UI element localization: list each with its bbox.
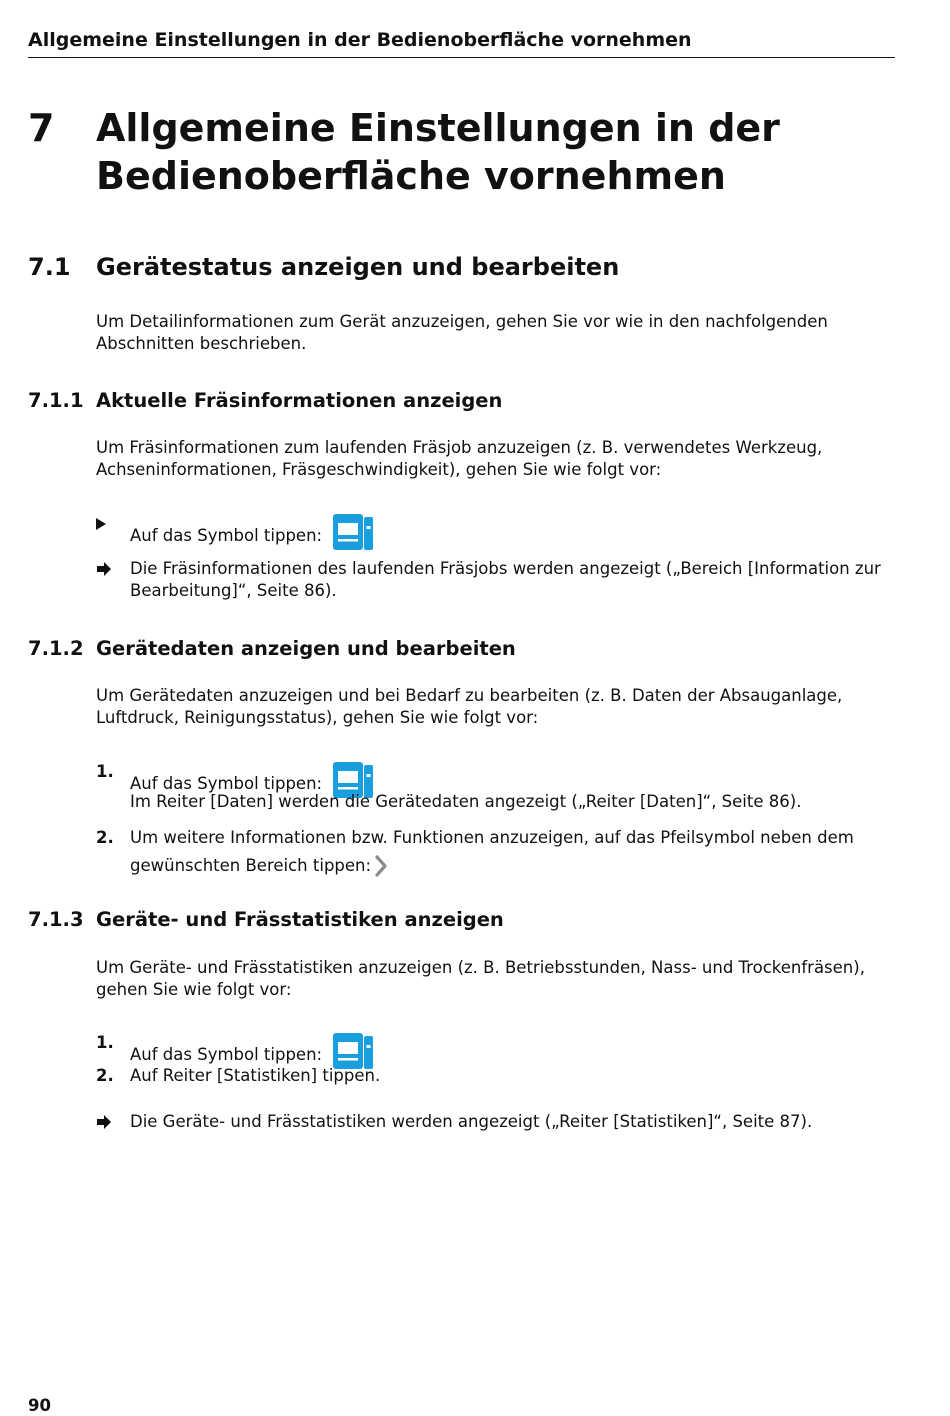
action-step bbox=[96, 513, 896, 551]
result-item bbox=[96, 1111, 896, 1133]
section-number: 7.1.3 bbox=[28, 908, 84, 931]
chevron-right-icon[interactable] bbox=[374, 855, 388, 877]
section-intro-7-1-3: Um Geräte- und Frässtatistiken anzuzeigen (z. B. Betriebsstunden, Nass- und Trockenfräsen), gehen Sie wie folgt vor: bbox=[96, 958, 865, 999]
step-note bbox=[96, 791, 896, 813]
section-number: 7.1 bbox=[28, 253, 71, 281]
section-title: Gerätestatus anzeigen und bearbeiten bbox=[96, 253, 620, 281]
section-heading-7-1-1 bbox=[28, 388, 908, 414]
section-heading-7-1-3 bbox=[28, 907, 908, 933]
running-header: Allgemeine Einstellungen in der Bedienoberfläche vornehmen bbox=[28, 27, 895, 58]
triangle-bullet-icon bbox=[96, 513, 126, 536]
chapter-title: Allgemeine Einstellungen in der Bedienoberfläche vornehmen bbox=[96, 106, 780, 198]
step-note-text: Im Reiter [Daten] werden die Gerätedaten angezeigt („Reiter [Daten]“, Seite 86). bbox=[130, 792, 802, 811]
result-arrow-icon bbox=[96, 558, 126, 583]
section-number: 7.1.1 bbox=[28, 389, 84, 412]
device-status-icon[interactable] bbox=[332, 513, 374, 551]
numbered-step bbox=[96, 824, 896, 880]
chapter-heading bbox=[28, 104, 908, 200]
step-text: Auf das Symbol tippen: bbox=[130, 1045, 323, 1064]
step-text: Auf das Symbol tippen: bbox=[130, 526, 323, 545]
step-number: 2. bbox=[96, 828, 114, 847]
result-item bbox=[96, 558, 896, 602]
section-title: Geräte- und Frässtatistiken anzeigen bbox=[96, 908, 504, 931]
section-intro-7-1: Um Detailinformationen zum Gerät anzuzeigen, gehen Sie vor wie in den nachfolgenden Abschnitten beschrieben. bbox=[96, 312, 828, 353]
section-intro-7-1-2: Um Gerätedaten anzuzeigen und bei Bedarf zu bearbeiten (z. B. Daten der Absauganlage, Luftdruck, Reinigungsstatus), gehen Sie wie folgt vor: bbox=[96, 686, 843, 727]
chapter-number: 7 bbox=[28, 106, 55, 150]
result-arrow-icon bbox=[96, 1111, 126, 1136]
section-heading-7-1-2 bbox=[28, 636, 908, 662]
section-heading-7-1 bbox=[28, 252, 908, 282]
page-number: 90 bbox=[28, 1396, 51, 1415]
section-title: Aktuelle Fräsinformationen anzeigen bbox=[96, 389, 503, 412]
step-number: 1. bbox=[96, 1033, 114, 1052]
step-number: 2. bbox=[96, 1066, 114, 1085]
step-text: Um weitere Informationen bzw. Funktionen anzuzeigen, auf das Pfeilsymbol neben dem gewünschten Bereich tippen: bbox=[130, 828, 854, 875]
step-text: Auf Reiter [Statistiken] tippen. bbox=[130, 1066, 381, 1085]
numbered-step bbox=[96, 1065, 896, 1087]
step-text: Auf das Symbol tippen: bbox=[130, 774, 323, 793]
section-title: Gerätedaten anzeigen und bearbeiten bbox=[96, 637, 516, 660]
section-number: 7.1.2 bbox=[28, 637, 84, 660]
step-number: 1. bbox=[96, 762, 114, 781]
result-text: Die Geräte- und Frässtatistiken werden angezeigt („Reiter [Statistiken]“, Seite 87). bbox=[130, 1112, 813, 1131]
section-intro-7-1-1: Um Fräsinformationen zum laufenden Fräsjob anzuzeigen (z. B. verwendetes Werkzeug, Achseninformationen, Fräsgeschwindigkeit), gehen Sie wie folgt vor: bbox=[96, 438, 823, 479]
result-text: Die Fräsinformationen des laufenden Fräsjobs werden angezeigt („Bereich [Information zur Bearbeitung]“, Seite 86). bbox=[130, 559, 881, 600]
